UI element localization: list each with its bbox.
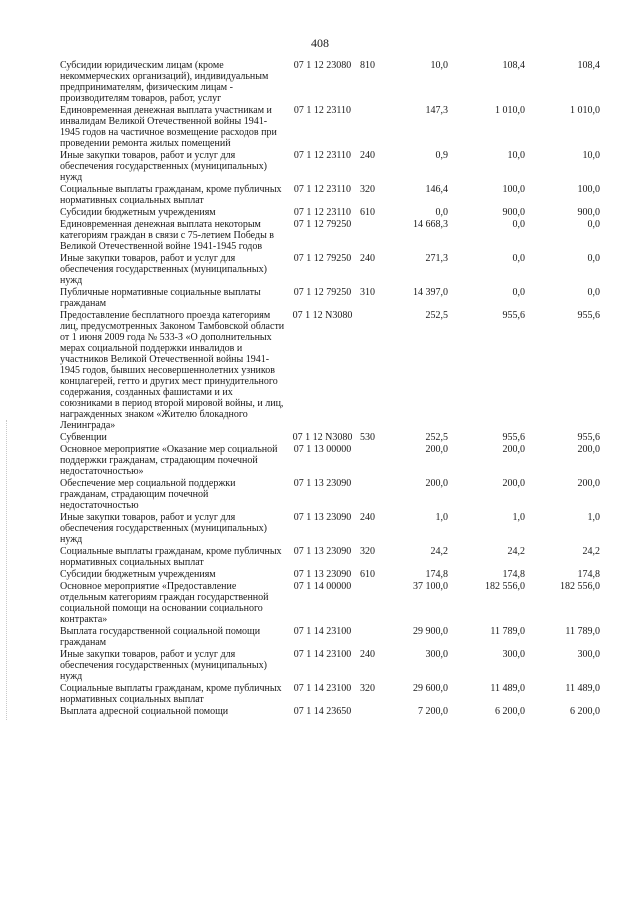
row-expense-type	[360, 478, 382, 512]
row-value-year-3: 11 789,0	[565, 626, 600, 637]
row-name: Субсидии бюджетным учреждениям	[60, 569, 216, 580]
row-target-code: 07 1 12 23110	[293, 150, 352, 161]
row-value-year-2: 174,8	[502, 569, 525, 580]
row-name: Иные закупки товаров, работ и услуг для обеспечения государственных (муниципальных) нужд	[60, 150, 267, 183]
row-name: Социальные выплаты гражданам, кроме публичных нормативных социальных выплат	[60, 683, 282, 705]
row-target-code: 07 1 14 23650	[293, 706, 352, 717]
row-value-year-2: 900,0	[502, 207, 525, 218]
row-target-code: 07 1 12 23110	[293, 207, 352, 218]
row-value-year-3: 0,0	[587, 253, 600, 264]
table-row	[60, 444, 600, 478]
row-value-year-2: 11 489,0	[490, 683, 525, 694]
page-number: 408	[311, 36, 329, 50]
row-expense-type	[360, 219, 382, 253]
margin-scan-mark	[6, 420, 10, 720]
row-target-code: 07 1 14 23100	[293, 683, 352, 694]
table-row	[60, 253, 600, 287]
row-name: Основное мероприятие «Оказание мер социальной поддержки гражданам, страдающим почечной недостаточностью»	[60, 444, 278, 477]
row-target-code: 07 1 12 N3080	[292, 310, 353, 321]
row-target-code: 07 1 14 23100	[293, 626, 352, 637]
row-expense-type: 320	[360, 546, 375, 557]
row-target-code: 07 1 12 23080	[293, 60, 352, 71]
row-name: Единовременная денежная выплата некоторым категориям граждан в связи с 75-летием Победы в Великой Отечественной войне 1941-1945 годов	[60, 219, 275, 252]
row-expense-type: 610	[360, 569, 375, 580]
row-expense-type: 320	[360, 184, 375, 195]
row-value-year-1: 174,8	[425, 569, 448, 580]
row-expense-type: 240	[360, 649, 375, 660]
row-target-code: 07 1 14 23100	[293, 649, 352, 660]
row-target-code: 07 1 12 79250	[293, 219, 352, 230]
row-expense-type	[360, 706, 382, 718]
row-value-year-2: 108,4	[502, 60, 525, 71]
row-value-year-1: 300,0	[425, 649, 448, 660]
row-name: Выплата государственной социальной помощи гражданам	[60, 626, 261, 648]
table-row	[60, 310, 600, 432]
table-row	[60, 478, 600, 512]
row-target-code: 07 1 13 23090	[293, 569, 352, 580]
row-value-year-1: 10,0	[430, 60, 448, 71]
budget-table-body	[60, 60, 600, 718]
row-name: Выплата адресной социальной помощи	[60, 706, 229, 717]
row-name: Обеспечение мер социальной поддержки гражданам, страдающим почечной недостаточностью	[60, 478, 236, 511]
row-value-year-1: 252,5	[425, 310, 448, 321]
row-expense-type	[360, 581, 382, 626]
row-value-year-2: 955,6	[502, 432, 525, 443]
table-row	[60, 60, 600, 105]
row-value-year-3: 200,0	[577, 478, 600, 489]
row-value-year-1: 7 200,0	[418, 706, 448, 717]
row-value-year-3: 200,0	[577, 444, 600, 455]
row-value-year-3: 955,6	[577, 310, 600, 321]
row-value-year-1: 146,4	[425, 184, 448, 195]
row-expense-type: 310	[360, 287, 375, 298]
row-value-year-2: 11 789,0	[490, 626, 525, 637]
table-row	[60, 207, 600, 219]
row-target-code: 07 1 13 23090	[293, 512, 352, 523]
row-value-year-3: 1,0	[587, 512, 600, 523]
table-row	[60, 184, 600, 207]
row-value-year-1: 29 600,0	[413, 683, 448, 694]
row-value-year-2: 0,0	[512, 287, 525, 298]
row-value-year-1: 29 900,0	[413, 626, 448, 637]
table-row	[60, 683, 600, 706]
row-name: Субвенции	[60, 432, 107, 443]
row-value-year-1: 0,0	[435, 207, 448, 218]
table-row	[60, 432, 600, 444]
row-value-year-2: 955,6	[502, 310, 525, 321]
table-row	[60, 581, 600, 626]
row-value-year-1: 147,3	[425, 105, 448, 116]
row-value-year-1: 24,2	[430, 546, 448, 557]
row-name: Основное мероприятие «Предоставление отдельным категориям граждан государственной социальной помощи на основании социального контракта»	[60, 581, 269, 625]
row-value-year-2: 0,0	[512, 219, 525, 230]
row-value-year-1: 14 668,3	[413, 219, 448, 230]
row-value-year-3: 100,0	[577, 184, 600, 195]
row-name: Иные закупки товаров, работ и услуг для обеспечения государственных (муниципальных) нужд	[60, 253, 267, 286]
row-value-year-3: 11 489,0	[565, 683, 600, 694]
row-target-code: 07 1 12 23110	[293, 184, 352, 195]
row-value-year-1: 37 100,0	[413, 581, 448, 592]
row-value-year-2: 6 200,0	[495, 706, 525, 717]
row-value-year-3: 0,0	[587, 219, 600, 230]
table-row	[60, 649, 600, 683]
row-value-year-2: 1 010,0	[495, 105, 525, 116]
row-name: Единовременная денежная выплата участникам и инвалидам Великой Отечественной войны 1941-1945 годов на частичное возмещение расходов при проведении ремонта жилых помещений	[60, 105, 277, 149]
row-value-year-3: 6 200,0	[570, 706, 600, 717]
row-expense-type: 610	[360, 207, 375, 218]
table-row	[60, 219, 600, 253]
row-expense-type	[360, 626, 382, 649]
row-value-year-1: 14 397,0	[413, 287, 448, 298]
row-value-year-2: 1,0	[512, 512, 525, 523]
row-expense-type: 810	[360, 60, 375, 71]
row-expense-type	[360, 310, 382, 432]
budget-table	[60, 60, 600, 718]
row-value-year-2: 10,0	[507, 150, 525, 161]
row-name: Социальные выплаты гражданам, кроме публичных нормативных социальных выплат	[60, 546, 282, 568]
row-name: Иные закупки товаров, работ и услуг для обеспечения государственных (муниципальных) нужд	[60, 512, 267, 545]
row-expense-type: 240	[360, 512, 375, 523]
row-value-year-3: 900,0	[577, 207, 600, 218]
row-value-year-1: 252,5	[425, 432, 448, 443]
row-target-code: 07 1 13 23090	[293, 478, 352, 489]
row-value-year-1: 200,0	[425, 478, 448, 489]
row-value-year-3: 182 556,0	[560, 581, 600, 592]
row-value-year-1: 271,3	[425, 253, 448, 264]
row-value-year-1: 200,0	[425, 444, 448, 455]
row-value-year-3: 174,8	[577, 569, 600, 580]
row-value-year-3: 10,0	[582, 150, 600, 161]
row-value-year-3: 955,6	[577, 432, 600, 443]
row-name: Публичные нормативные социальные выплаты гражданам	[60, 287, 261, 309]
row-value-year-3: 0,0	[587, 287, 600, 298]
row-target-code: 07 1 14 00000	[293, 581, 352, 592]
row-value-year-3: 24,2	[582, 546, 600, 557]
table-row	[60, 287, 600, 310]
row-expense-type	[360, 444, 382, 478]
row-target-code: 07 1 12 79250	[293, 287, 352, 298]
row-expense-type: 240	[360, 253, 375, 264]
row-name: Предоставление бесплатного проезда категориям лиц, предусмотренных Законом Тамбовской области от 1 июня 2009 года № 533-З «О дополнительных мерах социальной поддержки инвалидов и участников Великой Отечественной войны 1941-1945 годов, бывших несовершеннолетних узников концлагерей, гетто и других мест принудительного содержания, созданных фашистами и их союзниками в период второй мировой войны, и лиц, награжденных знаком «Жителю блокадного Ленинграда»	[60, 310, 285, 431]
table-row	[60, 512, 600, 546]
row-expense-type: 530	[360, 432, 375, 443]
row-target-code: 07 1 13 00000	[293, 444, 352, 455]
table-row	[60, 706, 600, 718]
table-row	[60, 626, 600, 649]
row-target-code: 07 1 13 23090	[293, 546, 352, 557]
row-value-year-1: 1,0	[435, 512, 448, 523]
row-target-code: 07 1 12 23110	[293, 105, 352, 116]
row-value-year-3: 1 010,0	[570, 105, 600, 116]
row-value-year-3: 300,0	[577, 649, 600, 660]
table-row	[60, 105, 600, 150]
row-value-year-2: 100,0	[502, 184, 525, 195]
row-value-year-2: 0,0	[512, 253, 525, 264]
row-expense-type: 240	[360, 150, 375, 161]
table-row	[60, 150, 600, 184]
table-row	[60, 569, 600, 581]
row-value-year-2: 200,0	[502, 444, 525, 455]
row-target-code: 07 1 12 N3080	[292, 432, 353, 443]
row-name: Субсидии бюджетным учреждениям	[60, 207, 216, 218]
row-expense-type: 320	[360, 683, 375, 694]
row-value-year-2: 182 556,0	[485, 581, 525, 592]
row-value-year-2: 200,0	[502, 478, 525, 489]
row-value-year-2: 300,0	[502, 649, 525, 660]
row-value-year-3: 108,4	[577, 60, 600, 71]
row-expense-type	[360, 105, 382, 150]
row-target-code: 07 1 12 79250	[293, 253, 352, 264]
row-name: Иные закупки товаров, работ и услуг для обеспечения государственных (муниципальных) нужд	[60, 649, 267, 682]
row-value-year-2: 24,2	[507, 546, 525, 557]
row-name: Социальные выплаты гражданам, кроме публичных нормативных социальных выплат	[60, 184, 282, 206]
row-name: Субсидии юридическим лицам (кроме некоммерческих организаций), индивидуальным предпринимателям, физическим лицам - производителям товаров, работ, услуг	[60, 60, 269, 104]
row-value-year-1: 0,9	[435, 150, 448, 161]
table-row	[60, 546, 600, 569]
